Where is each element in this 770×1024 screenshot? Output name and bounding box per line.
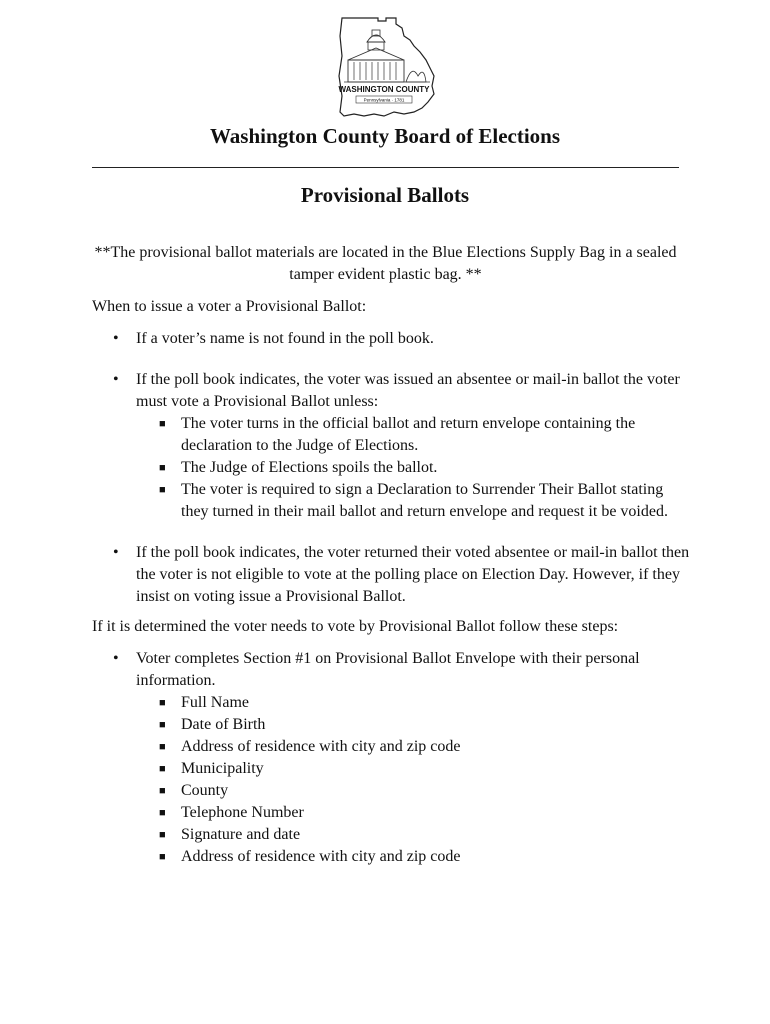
- header-divider: [92, 167, 679, 168]
- list-item: [92, 542, 692, 608]
- logo-name: WASHINGTON COUNTY: [338, 85, 430, 94]
- list-item-text: If the poll book indicates, the voter returned their voted absentee or mail-in ballot then the voter is not eligible to vote at the polling place on Election Day. However, if they insist on voting issue a Provisional Ballot.: [136, 544, 690, 605]
- list-item: [92, 328, 692, 350]
- square-bullet-icon: ■: [159, 697, 166, 709]
- square-bullet-icon: ■: [159, 418, 166, 430]
- section2-intro: If it is determined the voter needs to vote by Provisional Ballot follow these steps:: [92, 618, 619, 635]
- square-bullet-icon: ■: [159, 807, 166, 819]
- section1-intro: When to issue a voter a Provisional Ballot:: [92, 298, 367, 315]
- square-bullet-icon: ■: [159, 719, 166, 731]
- section2-list: [92, 648, 692, 868]
- bullet-icon: •: [113, 650, 119, 667]
- logo-subtitle: Pennsylvania · 1781: [363, 97, 405, 103]
- organization-title: Washington County Board of Elections: [209, 124, 561, 148]
- list-item-text: Voter completes Section #1 on Provisional Ballot Envelope with their personal information.: [136, 650, 640, 689]
- bullet-icon: •: [113, 330, 119, 347]
- sub-list-item-text: Date of Birth: [181, 716, 266, 733]
- square-bullet-icon: ■: [159, 851, 166, 863]
- sub-list-item-text: The voter turns in the official ballot and return envelope containing the declaration to the Judge of Elections.: [181, 415, 636, 454]
- list-item-text: If a voter’s name is not found in the poll book.: [136, 330, 434, 347]
- sub-list: [136, 692, 692, 868]
- sub-list-item: [136, 736, 692, 758]
- square-bullet-icon: ■: [159, 462, 166, 474]
- list-item: [92, 648, 692, 868]
- sub-list-item-text: County: [181, 782, 229, 799]
- bullet-icon: •: [113, 544, 119, 561]
- sub-list-item: [136, 714, 692, 736]
- washington-county-logo: [334, 16, 438, 120]
- sub-list-item: [136, 780, 692, 802]
- sub-list-item-text: Address of residence with city and zip code: [181, 738, 461, 755]
- sub-list-item: [136, 758, 692, 780]
- square-bullet-icon: ■: [159, 785, 166, 797]
- square-bullet-icon: ■: [159, 741, 166, 753]
- sub-list-item: [136, 692, 692, 714]
- sub-list-item-text: Municipality: [181, 760, 264, 777]
- sub-list-item-text: Full Name: [181, 694, 249, 711]
- bullet-icon: •: [113, 371, 119, 388]
- document-body: [92, 296, 692, 868]
- sub-list-item-text: The voter is required to sign a Declaration to Surrender Their Ballot stating they turned in their mail ballot and return envelope and request it be voided.: [181, 481, 668, 520]
- sub-list-item-text: Signature and date: [181, 826, 301, 843]
- square-bullet-icon: ■: [159, 484, 166, 496]
- sub-list-item: [136, 802, 692, 824]
- sub-list-item: [136, 824, 692, 846]
- section1-list: [92, 328, 692, 608]
- sub-list-item-text: Address of residence with city and zip code: [181, 848, 461, 865]
- supply-bag-note: **The provisional ballot materials are located in the Blue Elections Supply Bag in a sealed tamper evident plastic bag. **: [94, 244, 677, 283]
- square-bullet-icon: ■: [159, 763, 166, 775]
- sub-list-item: [136, 413, 692, 457]
- sub-list-item-text: Telephone Number: [181, 804, 304, 821]
- sub-list: [136, 413, 692, 523]
- sub-list-item: [136, 479, 692, 523]
- sub-list-item-text: The Judge of Elections spoils the ballot.: [181, 459, 438, 476]
- sub-list-item: [136, 846, 692, 868]
- list-item: [92, 369, 692, 523]
- list-item-text: If the poll book indicates, the voter was issued an absentee or mail-in ballot the voter must vote a Provisional Ballot unless:: [136, 371, 680, 410]
- document-title: Provisional Ballots: [300, 183, 470, 207]
- square-bullet-icon: ■: [159, 829, 166, 841]
- sub-list-item: [136, 457, 692, 479]
